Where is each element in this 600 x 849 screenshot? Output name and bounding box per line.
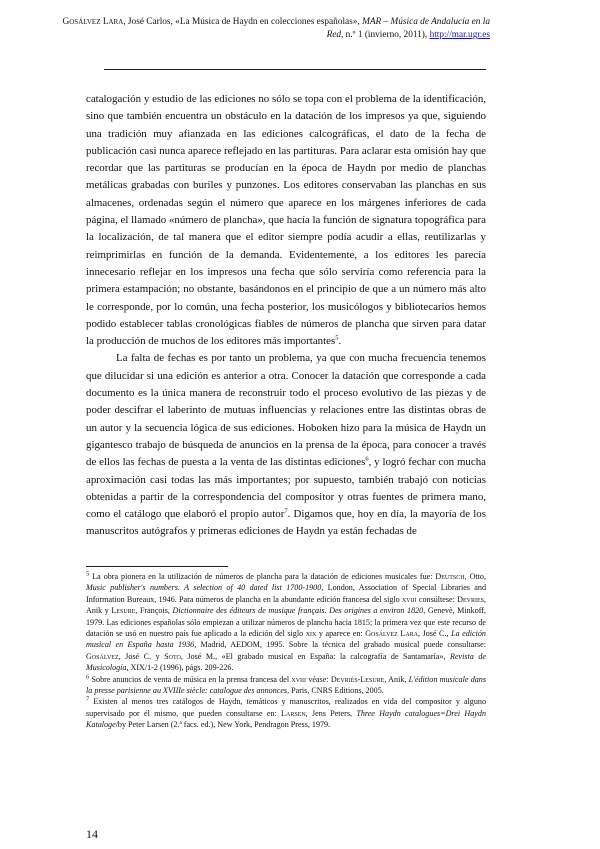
header-issue: , n.º 1 (invierno, 2011), <box>341 30 430 40</box>
footnote-5-revista-title: Revista de Musicología <box>86 651 486 673</box>
footnote-5-edicion-title: La edición musical en España hasta 1936 <box>86 629 486 650</box>
footnote-7 <box>86 696 486 730</box>
footnote-6-text-c: , Paris, CNRS Editions, 2005. <box>287 686 384 696</box>
footnote-5-gosalvez: Gosálvez <box>86 651 119 661</box>
footnote-5-number: 5 <box>86 570 90 578</box>
footnote-5-century-18: xviii <box>401 594 417 604</box>
footnote-7-text-b: , Jens Peters, <box>305 708 357 718</box>
footnote-5-text-c: , London, Association of Special Libraries and Information Bureaux, 1946. Para números de plancha en la abundante edición francesa del siglo <box>86 583 486 604</box>
footnote-6 <box>86 674 486 697</box>
footnote-5-text-a: La obra pionera en la utilización de números de plancha para la datación de ediciones musicales fue: <box>89 572 436 581</box>
paragraph-1 <box>86 91 486 350</box>
paragraph-2-text-a: La falta de fechas es por tanto un problema, ya que con mucha frecuencia tenemos que dilucidar si una edición es anterior a otra. Conocer la datación que corresponde a cada documento es la única manera de reconstruir todo el proceso evolutivo de las piezas y de poder descifrar el laberinto de mutuas influencias y relaciones entre las distintas obras de un autor y la secuencia lógica de sus ediciones. Hoboken hizo para la música de Haydn un gigantesco trabajo de búsqueda de anuncios en la prensa de la época, para conocer a través de ellos las fechas de puesta a la venta de las distintas ediciones <box>86 352 486 469</box>
footnote-divider <box>86 566 228 567</box>
footnote-5-text-e: , François, <box>135 606 173 616</box>
footnote-ref-5[interactable]: 5 <box>335 334 339 342</box>
footnote-6-text-a3: véase: <box>306 674 331 684</box>
footnote-5-deutsch-title: Music publisher's numbers. A selection of 40 dated list 1700-1900 <box>86 583 322 593</box>
footnote-6-edition-title: L'édition musicale dans la presse parisienne au XVIIIe siècle: catalogue des annonces <box>86 674 486 696</box>
footnote-5-devries: Devries <box>457 594 484 604</box>
header-journal-title: MAR – Música de Andalucía en la Red <box>326 17 490 40</box>
footnotes <box>86 571 486 731</box>
footnote-5-deutsch: Deutsch <box>435 572 465 581</box>
footnote-7-larsen: Larsen <box>281 708 306 718</box>
main-text <box>86 91 486 541</box>
footnote-5-text-b: , Otto, <box>464 572 486 581</box>
page-number: 14 <box>86 827 98 841</box>
footnote-5-text-h: , Madrid, AEDOM, 1995. Sobre la técnica del grabado musical puede consultarse: <box>194 640 486 650</box>
footnote-6-century: xviii <box>291 674 307 684</box>
footnote-5-text-f: , Genevè, Minkoff, 1979. Las ediciones españolas sólo empiezan a utilizar números de plancha hacia 1815; la primera vez que este recurso de datación se usó en nuestro país fue aplicado a la edición del siglo <box>86 606 487 639</box>
footnote-5-dictionnaire-title: Dictionnaire des éditeurs de musique français. Des origines a environ 1820 <box>172 606 424 616</box>
footnote-5-gosalvez-lara: Gosálvez Lara <box>365 629 418 639</box>
footnote-5-text-i: , José C. y <box>118 651 165 661</box>
footnote-ref-7[interactable]: 7 <box>284 507 288 515</box>
footnote-7-text-c: /by Peter Larsen (2.ª facs. ed.), New York, Pendragon Press, 1979. <box>115 720 331 730</box>
running-header <box>60 16 490 42</box>
footnote-7-number: 7 <box>86 695 90 703</box>
footnote-7-text-a: Existen al menos tres catálogos de Haydn, temáticos y manuscritos, realizados en vida del compositor y alguno supervisado por él mismo, que pueden consultarse en: <box>86 697 486 718</box>
footnote-6-text-a: Sobre anuncios de venta de música en la prensa francesa del <box>89 674 292 684</box>
header-url-link[interactable]: http://mar.ugr.es <box>429 30 490 40</box>
footnote-5-text-k: , XIX/1-2 (1996), págs. 209-226. <box>126 663 234 673</box>
paragraph-2-text-c: . Digamos que, hoy en día, la mayoría de los manuscritos autógrafos y primeras ediciones de Haydn ya están fechadas de <box>86 508 486 538</box>
footnote-5-text-j: , José M., «El grabado musical en España: la calcografía de Santamaría», <box>180 651 450 661</box>
footnote-5-lesure: Lesure <box>111 606 136 616</box>
footnote-7-catalogues-title: Three Haydn catalogues=Drei Haydn Kataloge <box>86 708 486 730</box>
header-author-surname: Gosálvez Lara <box>62 17 124 27</box>
footnote-6-devries-lesure: Devriès-Lesure <box>330 674 385 684</box>
footnote-5-text-f3: y aparece en: <box>316 629 366 639</box>
footnote-5-text-c3: consúltese: <box>416 594 458 604</box>
header-divider <box>104 69 486 70</box>
footnote-5-century-19: xix <box>305 629 317 639</box>
footnote-6-text-b: , Anik, <box>384 674 409 684</box>
footnote-5 <box>86 571 486 674</box>
footnote-5-text-d: , Anik y <box>86 594 486 616</box>
footnote-5-text-g: , José C., <box>418 629 452 639</box>
footnote-ref-6[interactable]: 6 <box>365 455 369 463</box>
header-author-rest: , José Carlos, «La Música de Haydn en colecciones españolas», <box>123 17 363 27</box>
footnote-6-number: 6 <box>86 672 90 680</box>
paragraph-1-text: catalogación y estudio de las ediciones no sólo se topa con el problema de la identificación, sino que también encuentra un obstáculo en la datación de los impresos ya que, siguiendo una tradición muy afianzada en las ediciones calcográficas, el dato de la fecha de publicación casi nunca aparece reflejado en las partituras. Para aclarar esta omisión hay que recordar que las partituras se producían en la época de Haydn por medio de planchas metálicas grabadas con buriles y punzones. Los editores conservaban las planchas en sus almacenes, ordenadas según el número que aparece en los márgenes inferiores de cada página, el llamado «número de plancha», que hacía la función de signatura topográfica para la localización, de tal manera que el editor siempre podía acudir a ellas, reutilizarlas y reimprimirlas en función de la demanda. Evidentemente, a los editores les parecía innecesario reflejar en los impresos una fecha que sólo serviría como referencia para la primera estampación; no obstante, basándonos en el principio de que a un número más alto le corresponde, por lo común, una fecha posterior, los musicólogos y bibliotecarios hemos podido establecer tablas cronológicas fiables de números de plancha que sirven para datar la producción de muchos de los editores más importantes <box>86 93 486 348</box>
footnote-5-soto: Soto <box>164 651 181 661</box>
paragraph-2-text-b: , y logró fechar con mucha aproximación casi todas las más importantes; por supuesto, también trabajó con noticias obtenidas a partir de la correspondencia del compositor y otras fuentes de primera mano, como el catálogo que elaboró el propio autor <box>86 456 486 521</box>
paragraph-1-end: . <box>338 335 342 348</box>
paragraph-2 <box>86 350 486 540</box>
